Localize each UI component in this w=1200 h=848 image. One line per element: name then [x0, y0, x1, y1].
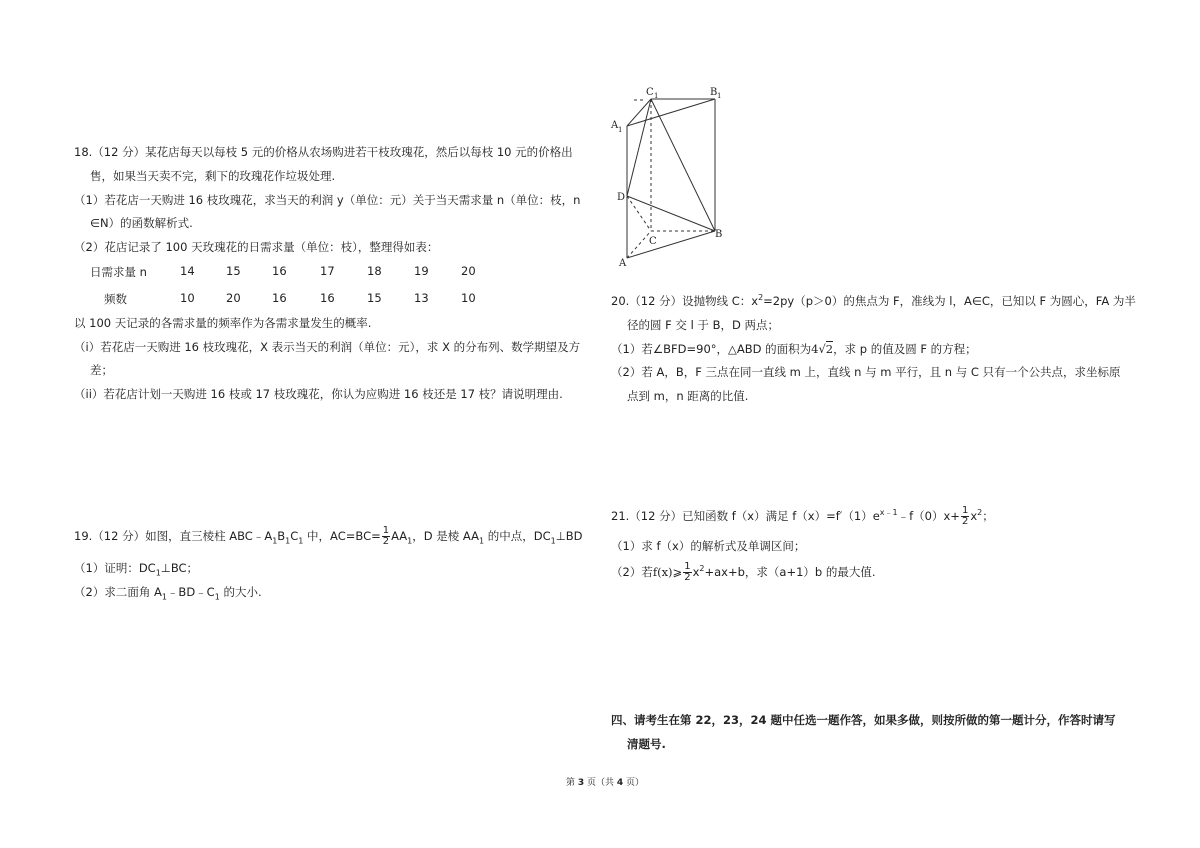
- superscript: x﹣1: [879, 508, 898, 518]
- q20-text: =2py（p＞0）的焦点为 F，准线为 l，A∈C，已知以 F 为圆心，FA 为半: [763, 294, 1136, 308]
- q19-text: 19.（12 分）如图，直三棱柱 ABC﹣A: [74, 529, 273, 543]
- sqrt-radicand: 2: [825, 342, 834, 356]
- table-cell: 10: [180, 291, 195, 305]
- q21-text: （2）若: [611, 565, 653, 579]
- section4-line2: 清题号.: [627, 737, 666, 751]
- label-c1: C: [646, 87, 654, 98]
- fraction-numerator: 1: [684, 561, 691, 572]
- table-cell: 13: [414, 291, 429, 305]
- q19-text: AA: [391, 529, 408, 543]
- table-row2-label: 频数: [104, 292, 127, 306]
- table-cell: 15: [367, 291, 382, 305]
- q21-text: ；: [982, 509, 994, 523]
- footer-text: 页（共: [584, 778, 617, 788]
- label-a: A: [619, 258, 627, 268]
- q18-line1: 18.（12 分）某花店每天以每枝 5 元的价格从农场购进若干枝玫瑰花，然后以每枝 10 元的价格出: [74, 145, 573, 159]
- q21-text: ﹣f（0）x+: [897, 509, 960, 523]
- q21-fx: f(x)⩾: [652, 565, 683, 579]
- subscript: 1: [272, 536, 278, 546]
- q21-text: +ax+b，求（a+1）b 的最大值.: [704, 565, 876, 579]
- edge-ab: [627, 231, 715, 258]
- q18-part1-line2: ∈N）的函数解析式.: [90, 216, 193, 230]
- fraction-denominator: 2: [684, 572, 691, 583]
- q21-part2: [611, 562, 876, 583]
- q18-i-line1: （i）若花店一天购进 16 枝玫瑰花，X 表示当天的利润（单位：元），求 X 的分布列、数学期望及方: [74, 340, 581, 354]
- q19-part2: [74, 584, 262, 601]
- table-cell: 14: [180, 264, 195, 278]
- q19-text: （1）证明：DC: [74, 561, 156, 575]
- subscript: 1: [298, 536, 304, 546]
- q19-text: C: [290, 529, 299, 543]
- footer-text: 页）: [623, 778, 645, 788]
- subscript: 1: [285, 536, 291, 546]
- q19-text: ，D 是棱 AA: [412, 529, 479, 543]
- q19-text: 中，AC=BC=: [303, 529, 381, 543]
- q20-text: ，求 p 的值及圆 F 的方程；: [833, 342, 977, 356]
- subscript: 1: [214, 592, 220, 602]
- q18-ii-line1: （ii）若花店计划一天购进 16 枝或 17 枝玫瑰花，你认为应购进 16 枝还是 17 枝？请说明理由.: [74, 387, 563, 401]
- q19-text: ﹣BD﹣C: [166, 585, 215, 599]
- superscript: 2: [977, 508, 983, 518]
- fraction-denominator: 2: [382, 536, 390, 547]
- fraction-denominator: 2: [961, 516, 969, 527]
- q21-text: x: [970, 509, 978, 523]
- label-b: B: [715, 229, 723, 240]
- table-cell: 20: [461, 264, 476, 278]
- fraction: [382, 526, 390, 547]
- q19-text: ⊥BC；: [160, 561, 199, 575]
- label-a1-sub: 1: [618, 126, 623, 134]
- label-d: D: [617, 192, 626, 203]
- table-cell: 19: [414, 264, 429, 278]
- sqrt-expression: 4√2: [811, 342, 834, 356]
- table-cell: 16: [320, 291, 335, 305]
- table-cell: 18: [367, 264, 382, 278]
- superscript: 2: [699, 564, 705, 574]
- q20-text: 20.（12 分）设抛物线 C：x: [611, 294, 759, 308]
- footer-text: 第: [566, 778, 578, 788]
- sqrt-coefficient: 4: [811, 342, 819, 356]
- q19-text: 的大小.: [219, 585, 262, 599]
- superscript: 2: [758, 293, 764, 303]
- q21-part1: （1）求 f（x）的解析式及单调区间；: [611, 539, 806, 553]
- q21-text: 21.（12 分）已知函数 f（x）满足 f（x）=f′（1）e: [611, 509, 880, 523]
- edge-a1b1: [627, 99, 715, 126]
- table-cell: 15: [226, 264, 241, 278]
- label-c: C: [649, 236, 657, 247]
- q20-part2-line1: （2）若 A，B，F 三点在同一直线 m 上，直线 n 与 m 平行，且 n 与 C 只有一个公共点，求坐标原: [611, 365, 1121, 379]
- q18-after-table: 以 100 天记录的各需求量的频率作为各需求量发生的概率.: [74, 316, 372, 330]
- q19-text: （2）求二面角 A: [74, 585, 162, 599]
- table-cell: 10: [461, 291, 476, 305]
- q19-text: ⊥BD: [555, 529, 583, 543]
- subscript: 1: [155, 568, 161, 578]
- subscript: 1: [161, 592, 167, 602]
- fraction-numerator: 1: [382, 525, 390, 536]
- table-cell: 16: [272, 264, 287, 278]
- subscript: 1: [407, 536, 413, 546]
- subscript: 1: [479, 536, 485, 546]
- q19-text: 的中点，DC: [484, 529, 551, 543]
- edge-db: [627, 196, 715, 231]
- q20-line1: [611, 293, 1136, 309]
- q20-line2: 径的圆 F 交 l 于 B，D 两点；: [627, 318, 779, 332]
- edge-dc1: [627, 99, 651, 196]
- label-b1-sub: 1: [717, 92, 722, 100]
- q18-i-line2: 差；: [90, 363, 113, 377]
- q20-part1: [611, 341, 977, 357]
- q20-text: （1）若∠BFD=90°，△ABD 的面积为: [611, 342, 812, 356]
- q21-text: x: [692, 565, 700, 579]
- fraction: [961, 506, 969, 527]
- table-cell: 20: [226, 291, 241, 305]
- q18-part2-line1: （2）花店记录了 100 天玫瑰花的日需求量（单位：枝），整理得如表：: [74, 240, 439, 254]
- edge-c1b: [651, 99, 715, 231]
- subscript: 1: [550, 536, 556, 546]
- table-row1-label: 日需求量 n: [90, 265, 147, 279]
- prism-figure: [608, 86, 728, 268]
- label-b1: B: [710, 87, 718, 98]
- q19-line1: [74, 526, 583, 547]
- page-number: 3: [577, 778, 585, 788]
- page-footer: [566, 775, 644, 788]
- table-cell: 16: [272, 291, 287, 305]
- q20-part2-line2: 点到 m，n 距离的比值.: [627, 389, 749, 403]
- section4-line1: 四、请考生在第 22，23，24 题中任选一题作答，如果多做，则按所做的第一题计分，作答时请写: [611, 713, 1116, 727]
- q21-line1: [611, 506, 994, 527]
- q18-part1-line1: （1）若花店一天购进 16 枝玫瑰花，求当天的利润 y（单位：元）关于当天需求量 n（单位：枝，n: [74, 193, 581, 207]
- q19-part1: [74, 560, 198, 577]
- label-c1-sub: 1: [654, 92, 659, 100]
- q19-text: B: [277, 529, 286, 543]
- label-a1: A: [611, 120, 619, 131]
- table-cell: 17: [320, 264, 335, 278]
- q18-line2: 售，如果当天卖不完，剩下的玫瑰花作垃圾处理.: [90, 169, 336, 183]
- fraction: [683, 562, 691, 583]
- page-total: 4: [616, 778, 624, 788]
- fraction-numerator: 1: [961, 505, 969, 516]
